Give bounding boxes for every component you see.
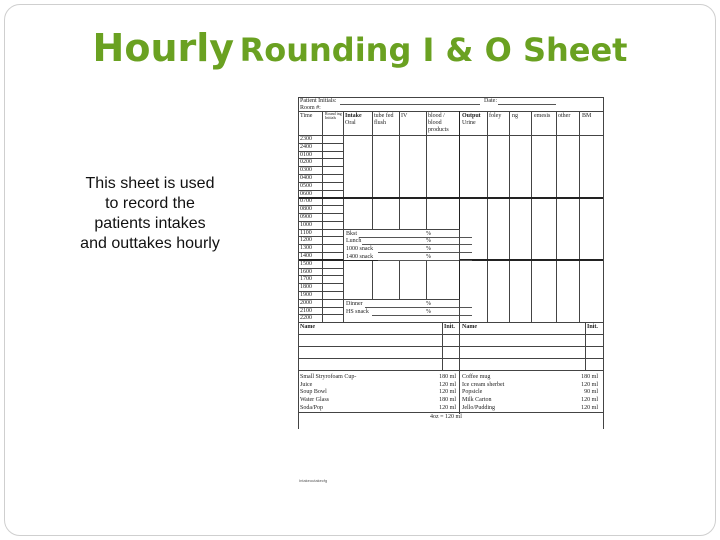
time-label-1400: 1400 (300, 253, 312, 259)
meal-block-top (343, 299, 459, 300)
header-time: Time (300, 113, 313, 119)
meal-percent: % (426, 230, 431, 237)
header-emesis: emesis (534, 113, 551, 119)
meal-label: Lunch (346, 238, 362, 245)
column-line (399, 111, 400, 322)
write-in-line (498, 104, 556, 105)
column-line (509, 111, 510, 322)
column-line (531, 111, 532, 322)
time-label-2300: 2300 (300, 136, 312, 142)
time-label-1000: 1000 (300, 221, 312, 228)
signature-row-line (298, 370, 604, 371)
container-volume-right: 90 ml (584, 389, 598, 396)
container-volume-right: 180 ml (581, 374, 598, 381)
intake-output-divider (459, 111, 460, 322)
time-label-0900: 0900 (300, 214, 312, 220)
meal-block-left (343, 299, 344, 322)
form-left-border-2 (298, 97, 299, 413)
signature-name-header-right: Name (462, 324, 477, 331)
slide-title (0, 26, 720, 70)
meal-label: 1000 snack (346, 246, 374, 253)
signature-row-line (298, 358, 604, 359)
meal-label: Dinner (346, 300, 363, 307)
meal-percent: % (426, 238, 431, 245)
time-label-2100: 2100 (300, 307, 312, 314)
form-right-border-2 (603, 97, 604, 413)
signature-init-divider (442, 322, 443, 370)
signature-init-divider (585, 322, 586, 370)
time-label-1800: 1800 (300, 284, 312, 291)
time-label-0200: 0200 (300, 159, 312, 166)
time-label-0600: 0600 (300, 190, 312, 197)
header-output: Output (462, 113, 481, 119)
meal-block-top (343, 229, 459, 230)
signature-name-header-left: Name (300, 324, 315, 331)
container-bottom-line (298, 412, 604, 413)
header-tube-feed-flush: tube fed flush (374, 113, 394, 126)
write-in-line (340, 104, 480, 105)
time-label-0300: 0300 (300, 167, 312, 174)
column-line (426, 111, 427, 322)
time-label-0400: 0400 (300, 175, 312, 181)
write-in-line (372, 315, 472, 316)
time-label-1700: 1700 (300, 276, 312, 283)
container-volume-right: 120 ml (581, 397, 598, 403)
container-volume-left: 180 ml (439, 374, 456, 381)
conversion-note: 4oz = 120 ml (430, 414, 462, 421)
column-line (579, 111, 580, 322)
title-part-1: Hourly (92, 26, 235, 70)
header-other: other (558, 113, 571, 119)
header-intake: Intake (345, 113, 362, 119)
meal-block-right (459, 299, 460, 322)
signature-init-header-left: Init. (444, 324, 455, 331)
container-item-right: Ice cream sherbet (462, 381, 505, 388)
container-item-right: Popsicle (462, 389, 483, 396)
time-label-1300: 1300 (300, 245, 312, 252)
signature-init-header-right: Init. (587, 324, 598, 331)
meal-block-right (459, 229, 460, 260)
header-ng: ng (512, 113, 518, 119)
meal-label: 1400 snack (346, 254, 374, 260)
container-volume-right: 120 ml (581, 404, 598, 411)
signature-row-line (298, 346, 604, 347)
container-item-left: Juice (300, 381, 313, 388)
header-bm: BM (582, 113, 592, 119)
container-item-right: Coffee mug (462, 374, 491, 381)
form-footer-code: Intakeoutakecfg (299, 478, 328, 483)
form-top-border (298, 97, 604, 98)
column-line (487, 111, 488, 322)
column-line (372, 111, 373, 322)
room-number-label: Room #: (300, 105, 321, 111)
write-in-line (362, 244, 472, 245)
shift-divider (298, 197, 604, 199)
meal-label: Bkst (346, 230, 358, 237)
meal-percent: % (426, 254, 431, 260)
header-oral: Oral (345, 120, 356, 126)
time-label-1600: 1600 (300, 268, 312, 275)
container-item-left: Water Glass (300, 397, 330, 403)
write-in-line (359, 237, 472, 238)
container-divider (459, 370, 460, 414)
header-rounding-initials: Round ing Initials (325, 111, 342, 120)
time-label-2200: 2200 (300, 315, 312, 322)
container-volume-left: 120 ml (439, 381, 456, 388)
write-in-line (365, 307, 472, 308)
column-line (556, 111, 557, 322)
meal-percent: % (426, 308, 431, 315)
container-volume-left: 120 ml (439, 389, 456, 396)
time-label-0100: 0100 (300, 151, 312, 158)
container-item-left: Soda/Pop (300, 404, 324, 411)
intake-output-form (298, 97, 604, 422)
title-part-2: Rounding I & O Sheet (239, 31, 628, 69)
patient-initials-label: Patient Initials: (300, 98, 337, 104)
meal-label: HS snack (346, 308, 369, 315)
signature-row-line (298, 334, 604, 335)
header-foley: foley (489, 113, 502, 119)
header-blood-products: blood / blood products (428, 113, 449, 133)
time-label-1900: 1900 (300, 292, 312, 298)
column-line (343, 111, 344, 322)
time-label-0700: 0700 (300, 198, 312, 205)
signature-column-divider (459, 322, 460, 370)
slide-description: This sheet is used to record the patients intakes and outtakes hourly (80, 175, 220, 252)
time-label-0500: 0500 (300, 182, 312, 189)
time-label-1200: 1200 (300, 237, 312, 244)
write-in-line (378, 260, 472, 261)
time-label-2000: 2000 (300, 299, 312, 306)
container-volume-left: 180 ml (439, 397, 456, 403)
container-item-left: Soup Bowl (300, 389, 327, 396)
meal-percent: % (426, 300, 431, 307)
date-label: Date: (484, 98, 497, 104)
time-label-1500: 1500 (300, 260, 312, 267)
header-iv: IV (401, 113, 408, 119)
container-volume-left: 120 ml (439, 404, 456, 411)
time-label-2400: 2400 (300, 143, 312, 150)
time-label-0800: 0800 (300, 206, 312, 213)
container-item-right: Milk Carton (462, 397, 492, 403)
meal-percent: % (426, 246, 431, 253)
time-label-1100: 1100 (300, 229, 312, 236)
container-volume-right: 120 ml (581, 381, 598, 388)
header-urine: Urine (462, 120, 476, 126)
meal-block-left (343, 229, 344, 260)
container-item-left: Small Stryrofoam Cup- (300, 374, 357, 381)
write-in-line (378, 252, 472, 253)
container-item-right: Jello/Pudding (462, 404, 496, 411)
signature-row-line (298, 322, 604, 323)
